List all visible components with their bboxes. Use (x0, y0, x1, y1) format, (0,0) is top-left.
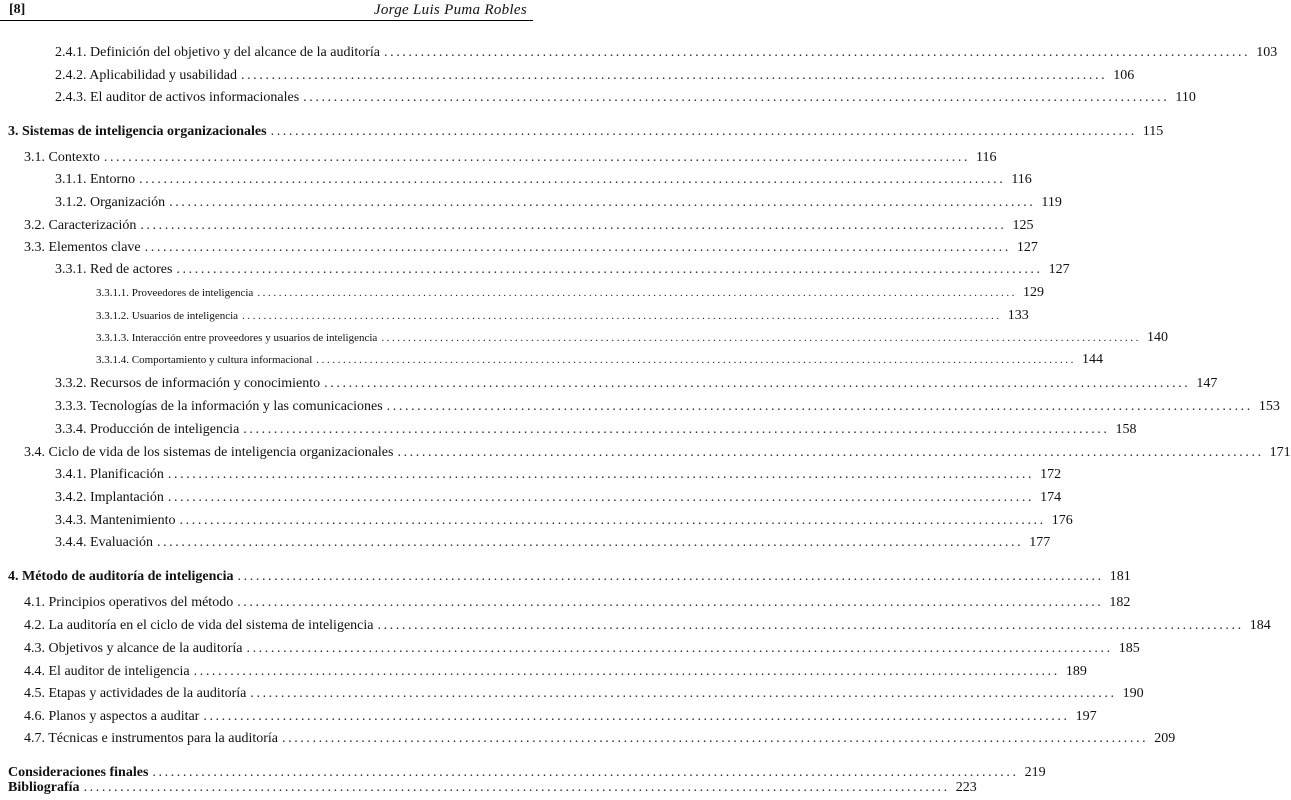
toc-entry (0, 350, 1103, 370)
toc-entry (0, 148, 997, 168)
toc-leader: .............................................................................................................................................. (169, 195, 1036, 210)
toc-entry-title: 3.3.4. Producción de inteligencia (55, 422, 240, 437)
toc-entry-page: 147 (1196, 376, 1218, 391)
toc-leader: .............................................................................................................................................. (167, 490, 1035, 505)
toc-entry-page: 176 (1051, 513, 1073, 528)
toc-entry-page: 140 (1147, 330, 1169, 345)
toc-leader: .............................................................................................................................................. (397, 445, 1264, 460)
toc-entry-page: 177 (1029, 535, 1051, 550)
toc-entry-page: 185 (1118, 641, 1140, 656)
toc-entry (0, 420, 1137, 440)
toc-entry-title: 2.4.1. Definición del objetivo y del alcance de la auditoría (55, 45, 380, 60)
toc-entry (0, 707, 1097, 727)
toc-entry-title: 4. Método de auditoría de inteligencia (8, 569, 234, 584)
toc-entry (0, 170, 1032, 190)
toc-entry (0, 397, 1280, 417)
toc-chapter-entry (0, 122, 1164, 142)
toc-leader: .............................................................................................................................................. (246, 641, 1113, 656)
toc-leader: .............................................................................................................................................. (203, 709, 1070, 724)
toc-entry (0, 328, 1169, 348)
toc-entry (0, 283, 1045, 303)
toc-entry-page: 171 (1269, 445, 1291, 460)
toc-leader: .............................................................................................................................................. (377, 618, 1244, 633)
toc-entry-title: 2.4.2. Aplicabilidad y usabilidad (55, 68, 237, 83)
toc-entry-page: 125 (1012, 218, 1034, 233)
toc-entry-title: 4.2. La auditoría en el ciclo de vida del sistema de inteligencia (24, 618, 374, 633)
toc-leader: .............................................................................................................................................. (83, 780, 950, 795)
toc-entry (0, 533, 1051, 553)
toc-leader: .............................................................................................................................................. (179, 513, 1046, 528)
toc-entry (0, 43, 1278, 63)
toc-entry-title: 4.7. Técnicas e instrumentos para la auditoría (24, 731, 278, 746)
toc-entry-title: 2.4.3. El auditor de activos informacionales (55, 90, 300, 105)
toc-entry-page: 110 (1175, 90, 1196, 105)
toc-entry-title: 3.1.1. Entorno (55, 172, 136, 187)
toc-entry-page: 190 (1122, 686, 1144, 701)
toc-leader: .............................................................................................................................................. (386, 399, 1253, 414)
toc-entry-page: 119 (1041, 195, 1062, 210)
toc-chapter-entry (0, 778, 977, 798)
toc-entry-page: 219 (1024, 765, 1046, 780)
toc-entry-title: 3.3.1. Red de actores (55, 262, 173, 277)
toc-leader: .............................................................................................................................................. (384, 45, 1251, 60)
toc-entry-page: 127 (1048, 262, 1070, 277)
toc-entry-page: 106 (1113, 68, 1135, 83)
toc-entry-title: 3.3.1.4. Comportamiento y cultura informacional (96, 354, 313, 366)
toc-entry-page: 116 (1011, 172, 1032, 187)
toc-leader: .............................................................................................................................................. (381, 332, 1142, 344)
toc-entry-page: 182 (1109, 595, 1131, 610)
toc-entry-title: 3.3.1.3. Interacción entre proveedores y usuarios de inteligencia (96, 332, 378, 344)
toc-entry-title: 3.1.2. Organización (55, 195, 166, 210)
toc-leader: .............................................................................................................................................. (240, 68, 1108, 83)
toc-chapter-entry (0, 567, 1131, 587)
toc-entry-page: 184 (1249, 618, 1271, 633)
toc-entry-title: 3.4.3. Mantenimiento (55, 513, 176, 528)
toc-entry-title: 3.3. Elementos clave (24, 240, 141, 255)
toc-leader: .............................................................................................................................................. (140, 218, 1007, 233)
toc-entry-page: 115 (1142, 124, 1164, 139)
toc-entry-page: 197 (1075, 709, 1097, 724)
toc-leader: .............................................................................................................................................. (237, 595, 1104, 610)
toc-entry (0, 238, 1038, 258)
toc-entry (0, 306, 1029, 326)
toc-leader: .............................................................................................................................................. (156, 535, 1024, 550)
toc-entry (0, 729, 1176, 749)
toc-entry-page: 172 (1040, 467, 1062, 482)
toc-leader: .............................................................................................................................................. (243, 422, 1110, 437)
toc-entry (0, 216, 1034, 236)
toc-entry-page: 116 (976, 150, 997, 165)
toc-entry (0, 662, 1087, 682)
toc-leader: .............................................................................................................................................. (193, 664, 1060, 679)
toc-entry-page: 103 (1256, 45, 1278, 60)
toc-entry-title: 4.3. Objetivos y alcance de la auditoría (24, 641, 243, 656)
toc-leader: .............................................................................................................................................. (237, 569, 1104, 584)
toc-entry (0, 443, 1291, 463)
toc-entry-title: 3.3.2. Recursos de información y conocimiento (55, 376, 321, 391)
toc-entry-title: 4.1. Principios operativos del método (24, 595, 234, 610)
toc-entry-page: 223 (955, 780, 977, 795)
toc-entry-title: 3.4.1. Planificación (55, 467, 164, 482)
toc-leader: .............................................................................................................................................. (257, 287, 1018, 299)
toc-entry-title: 4.4. El auditor de inteligencia (24, 664, 190, 679)
toc-entry-title: 3. Sistemas de inteligencia organizacionales (8, 124, 267, 139)
toc-entry (0, 593, 1131, 613)
toc-entry (0, 488, 1062, 508)
toc-entry-title: 3.1. Contexto (24, 150, 100, 165)
toc-leader: .............................................................................................................................................. (242, 310, 1002, 322)
toc-entry-title: 4.5. Etapas y actividades de la auditoría (24, 686, 247, 701)
toc-entry (0, 639, 1140, 659)
toc-entry-title: 4.6. Planos y aspectos a auditar (24, 709, 200, 724)
toc-entry (0, 511, 1073, 531)
toc-leader: .............................................................................................................................................. (270, 124, 1137, 139)
toc-leader: .............................................................................................................................................. (152, 765, 1019, 780)
toc-entry (0, 260, 1070, 280)
toc-entry-page: 144 (1082, 352, 1103, 367)
toc-entry (0, 465, 1062, 485)
toc-entry-title: 3.3.1.1. Proveedores de inteligencia (96, 287, 254, 299)
toc-entry-title: Consideraciones finales (8, 765, 149, 780)
toc-entry-title: 3.3.3. Tecnologías de la información y las comunicaciones (55, 399, 383, 414)
toc-entry-title: Bibliografía (8, 780, 80, 795)
toc-entry-page: 133 (1007, 308, 1029, 323)
toc-entry-page: 181 (1109, 569, 1131, 584)
toc-entry (0, 88, 1196, 108)
toc-entry (0, 193, 1062, 213)
toc-entry-page: 158 (1115, 422, 1137, 437)
toc-leader: .............................................................................................................................................. (324, 376, 1191, 391)
toc-entry-title: 3.4.4. Evaluación (55, 535, 153, 550)
toc-entry (0, 374, 1218, 394)
toc-entry-page: 153 (1258, 399, 1280, 414)
toc-entry-page: 174 (1040, 490, 1062, 505)
toc-leader: .............................................................................................................................................. (139, 172, 1006, 187)
toc-leader: .............................................................................................................................................. (282, 731, 1149, 746)
toc-entry (0, 66, 1135, 86)
header-page-number: [8] (9, 2, 26, 17)
toc-leader: .............................................................................................................................................. (316, 354, 1076, 366)
toc-entry-title: 3.3.1.2. Usuarios de inteligencia (96, 310, 239, 322)
toc-entry-title: 3.2. Caracterización (24, 218, 137, 233)
toc-entry-title: 3.4. Ciclo de vida de los sistemas de inteligencia organizacionales (24, 445, 394, 460)
toc-entry (0, 684, 1144, 704)
toc-entry-title: 3.4.2. Implantación (55, 490, 164, 505)
header-author: Jorge Luis Puma Robles (373, 2, 527, 18)
toc-entry (0, 616, 1271, 636)
toc-leader: .............................................................................................................................................. (144, 240, 1011, 255)
toc-leader: .............................................................................................................................................. (103, 150, 971, 165)
toc-entry-page: 127 (1016, 240, 1038, 255)
toc-entry-page: 189 (1065, 664, 1087, 679)
toc-leader: .............................................................................................................................................. (167, 467, 1035, 482)
toc-entry-page: 129 (1023, 285, 1045, 300)
toc-leader: .............................................................................................................................................. (303, 90, 1170, 105)
toc-leader: .............................................................................................................................................. (176, 262, 1043, 277)
toc-leader: .............................................................................................................................................. (250, 686, 1117, 701)
toc-entry-page: 209 (1154, 731, 1176, 746)
